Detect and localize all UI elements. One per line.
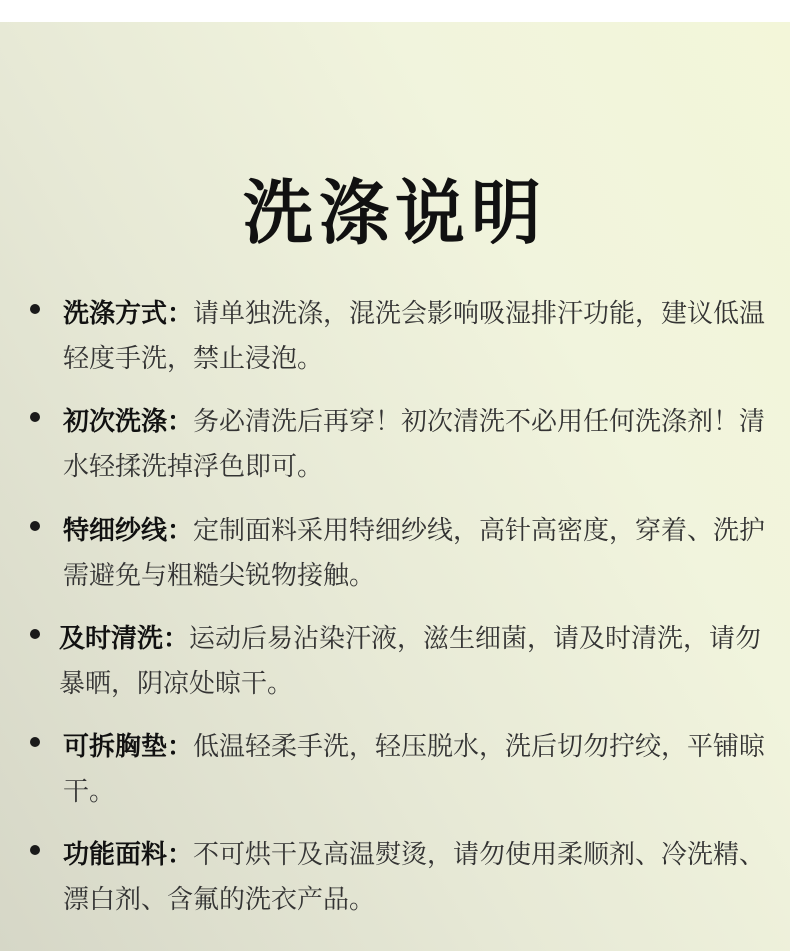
content-panel (0, 22, 790, 951)
list-item-label: 初次洗涤： (63, 407, 194, 437)
list-item-body: 务必清洗后再穿！初次清洗不必用任何洗涤剂！清水轻揉洗掉浮色即可。 (63, 407, 766, 482)
bullet-icon (30, 845, 40, 855)
bullet-icon (30, 521, 40, 531)
list-item-text (63, 509, 768, 599)
list-item-label: 洗涤方式： (63, 299, 194, 329)
bullet-icon (30, 629, 40, 639)
list-item-text (59, 617, 764, 707)
list-item-body: 低温轻柔手洗，轻压脱水，洗后切勿拧绞，平铺晾干。 (63, 732, 766, 807)
list-item-body: 定制面料采用特细纱线，高针高密度，穿着、洗护需避免与粗糙尖锐物接触。 (63, 516, 766, 591)
list-item-body: 运动后易沾染汗液，滋生细菌，请及时清洗，请勿暴晒，阴凉处晾干。 (59, 624, 762, 699)
list-item-text (63, 400, 768, 490)
list-item-label: 特细纱线： (63, 516, 194, 546)
top-strip (0, 0, 790, 22)
list-item-body: 不可烘干及高温熨烫，请勿使用柔顺剂、冷洗精、漂白剂、含氟的洗衣产品。 (63, 840, 766, 915)
list-item-label: 及时清洗： (59, 624, 190, 654)
list-item-body: 请单独洗涤，混洗会影响吸湿排汗功能，建议低温轻度手洗，禁止浸泡。 (63, 299, 766, 374)
list-item-text (63, 833, 768, 923)
list-item-label: 可拆胸垫： (63, 732, 194, 762)
list-item-label: 功能面料： (63, 840, 194, 870)
bullet-icon (30, 304, 40, 314)
page-title: 洗涤说明 (243, 172, 547, 254)
bullet-icon (30, 412, 40, 422)
list-item-text (63, 725, 768, 815)
bullet-icon (30, 737, 40, 747)
list-item-text (63, 292, 768, 382)
